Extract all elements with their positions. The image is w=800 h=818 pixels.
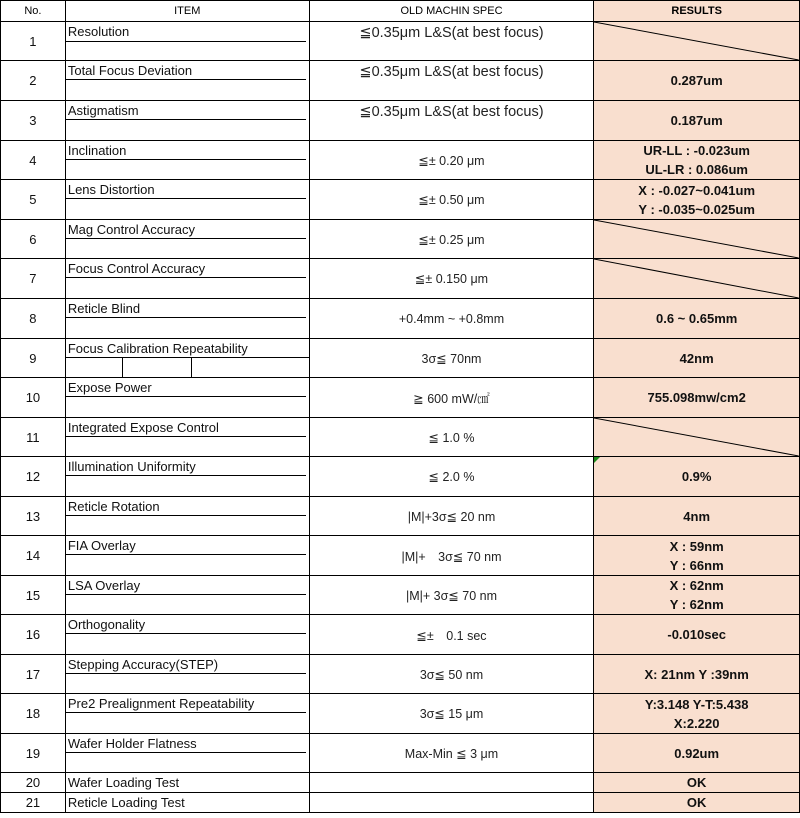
item-label: Pre2 Prealignment Repeatability xyxy=(67,696,255,711)
spec-cell[interactable]: |M|+3σ≦ 20 nm xyxy=(309,497,594,536)
table-row xyxy=(1,61,800,101)
result-line: X : -0.027~0.041um xyxy=(638,182,756,198)
item-cell[interactable] xyxy=(65,497,309,536)
spec-cell[interactable] xyxy=(309,773,594,793)
result-cell[interactable] xyxy=(594,180,800,220)
row-number[interactable]: 4 xyxy=(1,141,66,180)
item-label: Reticle Rotation xyxy=(67,499,160,514)
item-cell[interactable] xyxy=(65,180,309,220)
item-label: Wafer Holder Flatness xyxy=(67,736,197,751)
item-subrow-divider xyxy=(66,198,306,199)
row-number[interactable]: 3 xyxy=(1,101,66,141)
diagonal-slash-line xyxy=(594,418,799,456)
result-cell[interactable] xyxy=(594,793,800,813)
spec-cell[interactable]: ≦± 0.50 μm xyxy=(309,180,594,220)
item-cell[interactable] xyxy=(65,576,309,615)
item-label: Expose Power xyxy=(67,380,152,395)
table-row xyxy=(1,793,800,813)
result-cell[interactable] xyxy=(594,734,800,773)
result-line: Y:3.148 Y-T:5.438 xyxy=(644,696,749,712)
item-cell[interactable] xyxy=(65,141,309,180)
diagonal-slash-line xyxy=(594,220,799,258)
row-number[interactable]: 6 xyxy=(1,220,66,259)
row-number[interactable]: 8 xyxy=(1,299,66,339)
header-spec[interactable]: OLD MACHIN SPEC xyxy=(309,1,594,22)
table-row xyxy=(1,615,800,655)
item-cell[interactable] xyxy=(65,793,309,813)
table-row xyxy=(1,299,800,339)
item-label: Reticle Loading Test xyxy=(67,795,185,810)
diagonal-slash-line xyxy=(594,259,799,298)
result-cell[interactable] xyxy=(594,220,800,259)
table-row xyxy=(1,576,800,615)
result-line: X: 21nm Y :39nm xyxy=(644,666,749,682)
spec-cell[interactable]: ≦0.35μm L&S(at best focus) xyxy=(309,101,594,141)
row-number[interactable]: 15 xyxy=(1,576,66,615)
item-subcell-divider xyxy=(191,357,192,378)
item-label: Illumination Uniformity xyxy=(67,459,196,474)
item-cell[interactable] xyxy=(65,694,309,734)
item-cell[interactable] xyxy=(65,101,309,141)
item-subrow-divider xyxy=(66,475,306,476)
result-line-2: Y : -0.035~0.025um xyxy=(638,201,755,217)
item-label: FIA Overlay xyxy=(67,538,136,553)
item-label: Astigmatism xyxy=(67,103,139,118)
row-number[interactable]: 21 xyxy=(1,793,66,813)
item-subrow-divider xyxy=(66,317,306,318)
result-cell[interactable] xyxy=(594,497,800,536)
table-row xyxy=(1,22,800,61)
spec-cell[interactable]: ≦0.35μm L&S(at best focus) xyxy=(309,22,594,61)
result-cell[interactable] xyxy=(594,22,800,61)
result-line: 755.098mw/cm2 xyxy=(647,390,746,405)
row-number[interactable]: 14 xyxy=(1,536,66,576)
spec-cell[interactable] xyxy=(309,793,594,813)
table-row xyxy=(1,734,800,773)
result-cell[interactable] xyxy=(594,576,800,615)
item-cell[interactable] xyxy=(65,259,309,299)
result-line: 4nm xyxy=(683,508,711,524)
spec-cell[interactable]: ≦ 2.0 % xyxy=(309,457,594,497)
item-cell[interactable] xyxy=(65,299,309,339)
table-row xyxy=(1,497,800,536)
row-number[interactable]: 12 xyxy=(1,457,66,497)
item-subrow-divider xyxy=(66,673,306,674)
table-row xyxy=(1,378,800,418)
item-cell[interactable] xyxy=(65,457,309,497)
item-label: Resolution xyxy=(67,24,130,39)
result-line: OK xyxy=(686,795,707,810)
item-label: Reticle Blind xyxy=(67,301,141,316)
spec-cell[interactable]: 3σ≦ 70nm xyxy=(309,339,594,378)
result-line: 42nm xyxy=(679,350,714,366)
result-cell[interactable] xyxy=(594,457,800,497)
result-cell[interactable] xyxy=(594,378,800,418)
table-row xyxy=(1,101,800,141)
result-cell[interactable] xyxy=(594,339,800,378)
result-cell[interactable] xyxy=(594,536,800,576)
result-cell[interactable] xyxy=(594,259,800,299)
diagonal-slash xyxy=(594,220,799,258)
item-subrow-divider xyxy=(66,515,306,516)
result-line: 0.287um xyxy=(670,73,723,88)
item-subrow-divider xyxy=(66,436,306,437)
item-subrow-divider xyxy=(66,396,306,397)
result-line: 0.9% xyxy=(681,469,712,484)
item-label: LSA Overlay xyxy=(67,578,141,593)
item-cell[interactable] xyxy=(65,418,309,457)
comment-indicator xyxy=(594,457,600,463)
spec-cell[interactable]: ≦0.35μm L&S(at best focus) xyxy=(309,61,594,101)
spec-cell[interactable]: ≧ 600 mW/㎠ xyxy=(309,378,594,418)
item-cell[interactable] xyxy=(65,22,309,61)
item-cell[interactable] xyxy=(65,615,309,655)
row-number[interactable]: 13 xyxy=(1,497,66,536)
item-subrow-divider xyxy=(66,357,309,358)
spec-cell[interactable]: ≦± 0.150 μm xyxy=(309,259,594,299)
result-line: OK xyxy=(686,775,707,790)
header-no[interactable]: No. xyxy=(1,1,66,22)
result-cell[interactable] xyxy=(594,655,800,694)
diagonal-slash xyxy=(594,259,799,298)
diagonal-slash xyxy=(594,418,799,456)
item-label: Orthogonality xyxy=(67,617,146,632)
result-line: X : 59nm xyxy=(669,538,724,554)
diagonal-slash xyxy=(594,22,799,60)
row-number[interactable]: 16 xyxy=(1,615,66,655)
spec-cell[interactable]: ≦ 1.0 % xyxy=(309,418,594,457)
spec-cell[interactable]: ≦± 0.1 sec xyxy=(309,615,594,655)
spec-cell[interactable]: |M|+ 3σ≦ 70 nm xyxy=(309,576,594,615)
table-row xyxy=(1,655,800,694)
row-number[interactable]: 11 xyxy=(1,418,66,457)
row-number[interactable]: 17 xyxy=(1,655,66,694)
row-number[interactable]: 5 xyxy=(1,180,66,220)
item-subcell-divider xyxy=(122,357,123,378)
row-number[interactable]: 1 xyxy=(1,22,66,61)
item-label: Focus Calibration Repeatability xyxy=(67,341,248,356)
item-subrow-divider xyxy=(66,752,306,753)
item-subrow-divider xyxy=(66,277,306,278)
result-line-2: Y : 66nm xyxy=(669,557,724,573)
result-line: 0.187um xyxy=(670,113,723,128)
item-label: Total Focus Deviation xyxy=(67,63,193,78)
spec-cell[interactable]: |M|+ 3σ≦ 70 nm xyxy=(309,536,594,576)
item-subrow-divider xyxy=(66,159,306,160)
table-row xyxy=(1,457,800,497)
item-label: Stepping Accuracy(STEP) xyxy=(67,657,219,672)
result-line: 0.6 ~ 0.65mm xyxy=(656,311,738,326)
item-cell[interactable] xyxy=(65,378,309,418)
item-subrow-divider xyxy=(66,712,306,713)
item-cell[interactable] xyxy=(65,773,309,793)
result-cell[interactable] xyxy=(594,418,800,457)
header-item[interactable]: ITEM xyxy=(65,1,309,22)
header-row xyxy=(1,1,800,22)
item-cell[interactable] xyxy=(65,734,309,773)
row-number[interactable]: 20 xyxy=(1,773,66,793)
table-row xyxy=(1,220,800,259)
row-number[interactable]: 19 xyxy=(1,734,66,773)
table-row xyxy=(1,180,800,220)
item-label: Mag Control Accuracy xyxy=(67,222,196,237)
row-number[interactable]: 7 xyxy=(1,259,66,299)
result-cell[interactable] xyxy=(594,61,800,101)
table-row xyxy=(1,694,800,734)
spec-cell[interactable]: Max-Min ≦ 3 μm xyxy=(309,734,594,773)
row-number[interactable]: 2 xyxy=(1,61,66,101)
result-cell[interactable] xyxy=(594,101,800,141)
item-cell[interactable] xyxy=(65,536,309,576)
header-results[interactable]: RESULTS xyxy=(594,1,800,22)
table-body xyxy=(1,22,800,813)
diagonal-slash-line xyxy=(594,22,799,60)
item-cell[interactable] xyxy=(65,220,309,259)
spec-cell[interactable]: 3σ≦ 50 nm xyxy=(309,655,594,694)
row-number[interactable]: 18 xyxy=(1,694,66,734)
row-number[interactable]: 9 xyxy=(1,339,66,378)
item-subrow-divider xyxy=(66,79,306,80)
result-cell[interactable] xyxy=(594,141,800,180)
item-subrow-divider xyxy=(66,119,306,120)
result-line-2: UL-LR : 0.086um xyxy=(645,162,748,177)
item-subrow-divider xyxy=(66,554,306,555)
table-row xyxy=(1,259,800,299)
item-label: Lens Distortion xyxy=(67,182,155,197)
item-cell[interactable] xyxy=(65,339,309,378)
result-cell[interactable] xyxy=(594,773,800,793)
row-number[interactable]: 10 xyxy=(1,378,66,418)
result-cell[interactable] xyxy=(594,694,800,734)
table-row xyxy=(1,339,800,378)
item-cell[interactable] xyxy=(65,61,309,101)
table-row xyxy=(1,141,800,180)
item-subrow-divider xyxy=(66,633,306,634)
result-line: 0.92um xyxy=(674,745,720,761)
spec-cell[interactable]: 3σ≦ 15 μm xyxy=(309,694,594,734)
spec-cell[interactable]: +0.4mm ~ +0.8mm xyxy=(309,299,594,339)
result-line: X : 62nm xyxy=(669,578,724,593)
item-label: Integrated Expose Control xyxy=(67,420,219,435)
spec-cell[interactable]: ≦± 0.20 μm xyxy=(309,141,594,180)
result-cell[interactable] xyxy=(594,615,800,655)
table-row xyxy=(1,773,800,793)
table-row xyxy=(1,536,800,576)
result-cell[interactable] xyxy=(594,299,800,339)
result-line-2: X:2.220 xyxy=(673,715,720,731)
item-subrow-divider xyxy=(66,594,306,595)
result-line: UR-LL : -0.023um xyxy=(643,143,750,158)
spec-cell[interactable]: ≦± 0.25 μm xyxy=(309,220,594,259)
item-label: Inclination xyxy=(67,143,127,158)
result-line-2: Y : 62nm xyxy=(669,597,724,612)
table-row xyxy=(1,418,800,457)
item-cell[interactable] xyxy=(65,655,309,694)
result-line: -0.010sec xyxy=(667,627,726,642)
item-subrow-divider xyxy=(66,41,306,42)
item-subrow-divider xyxy=(66,238,306,239)
item-label: Focus Control Accuracy xyxy=(67,261,206,276)
item-label: Wafer Loading Test xyxy=(67,775,180,790)
